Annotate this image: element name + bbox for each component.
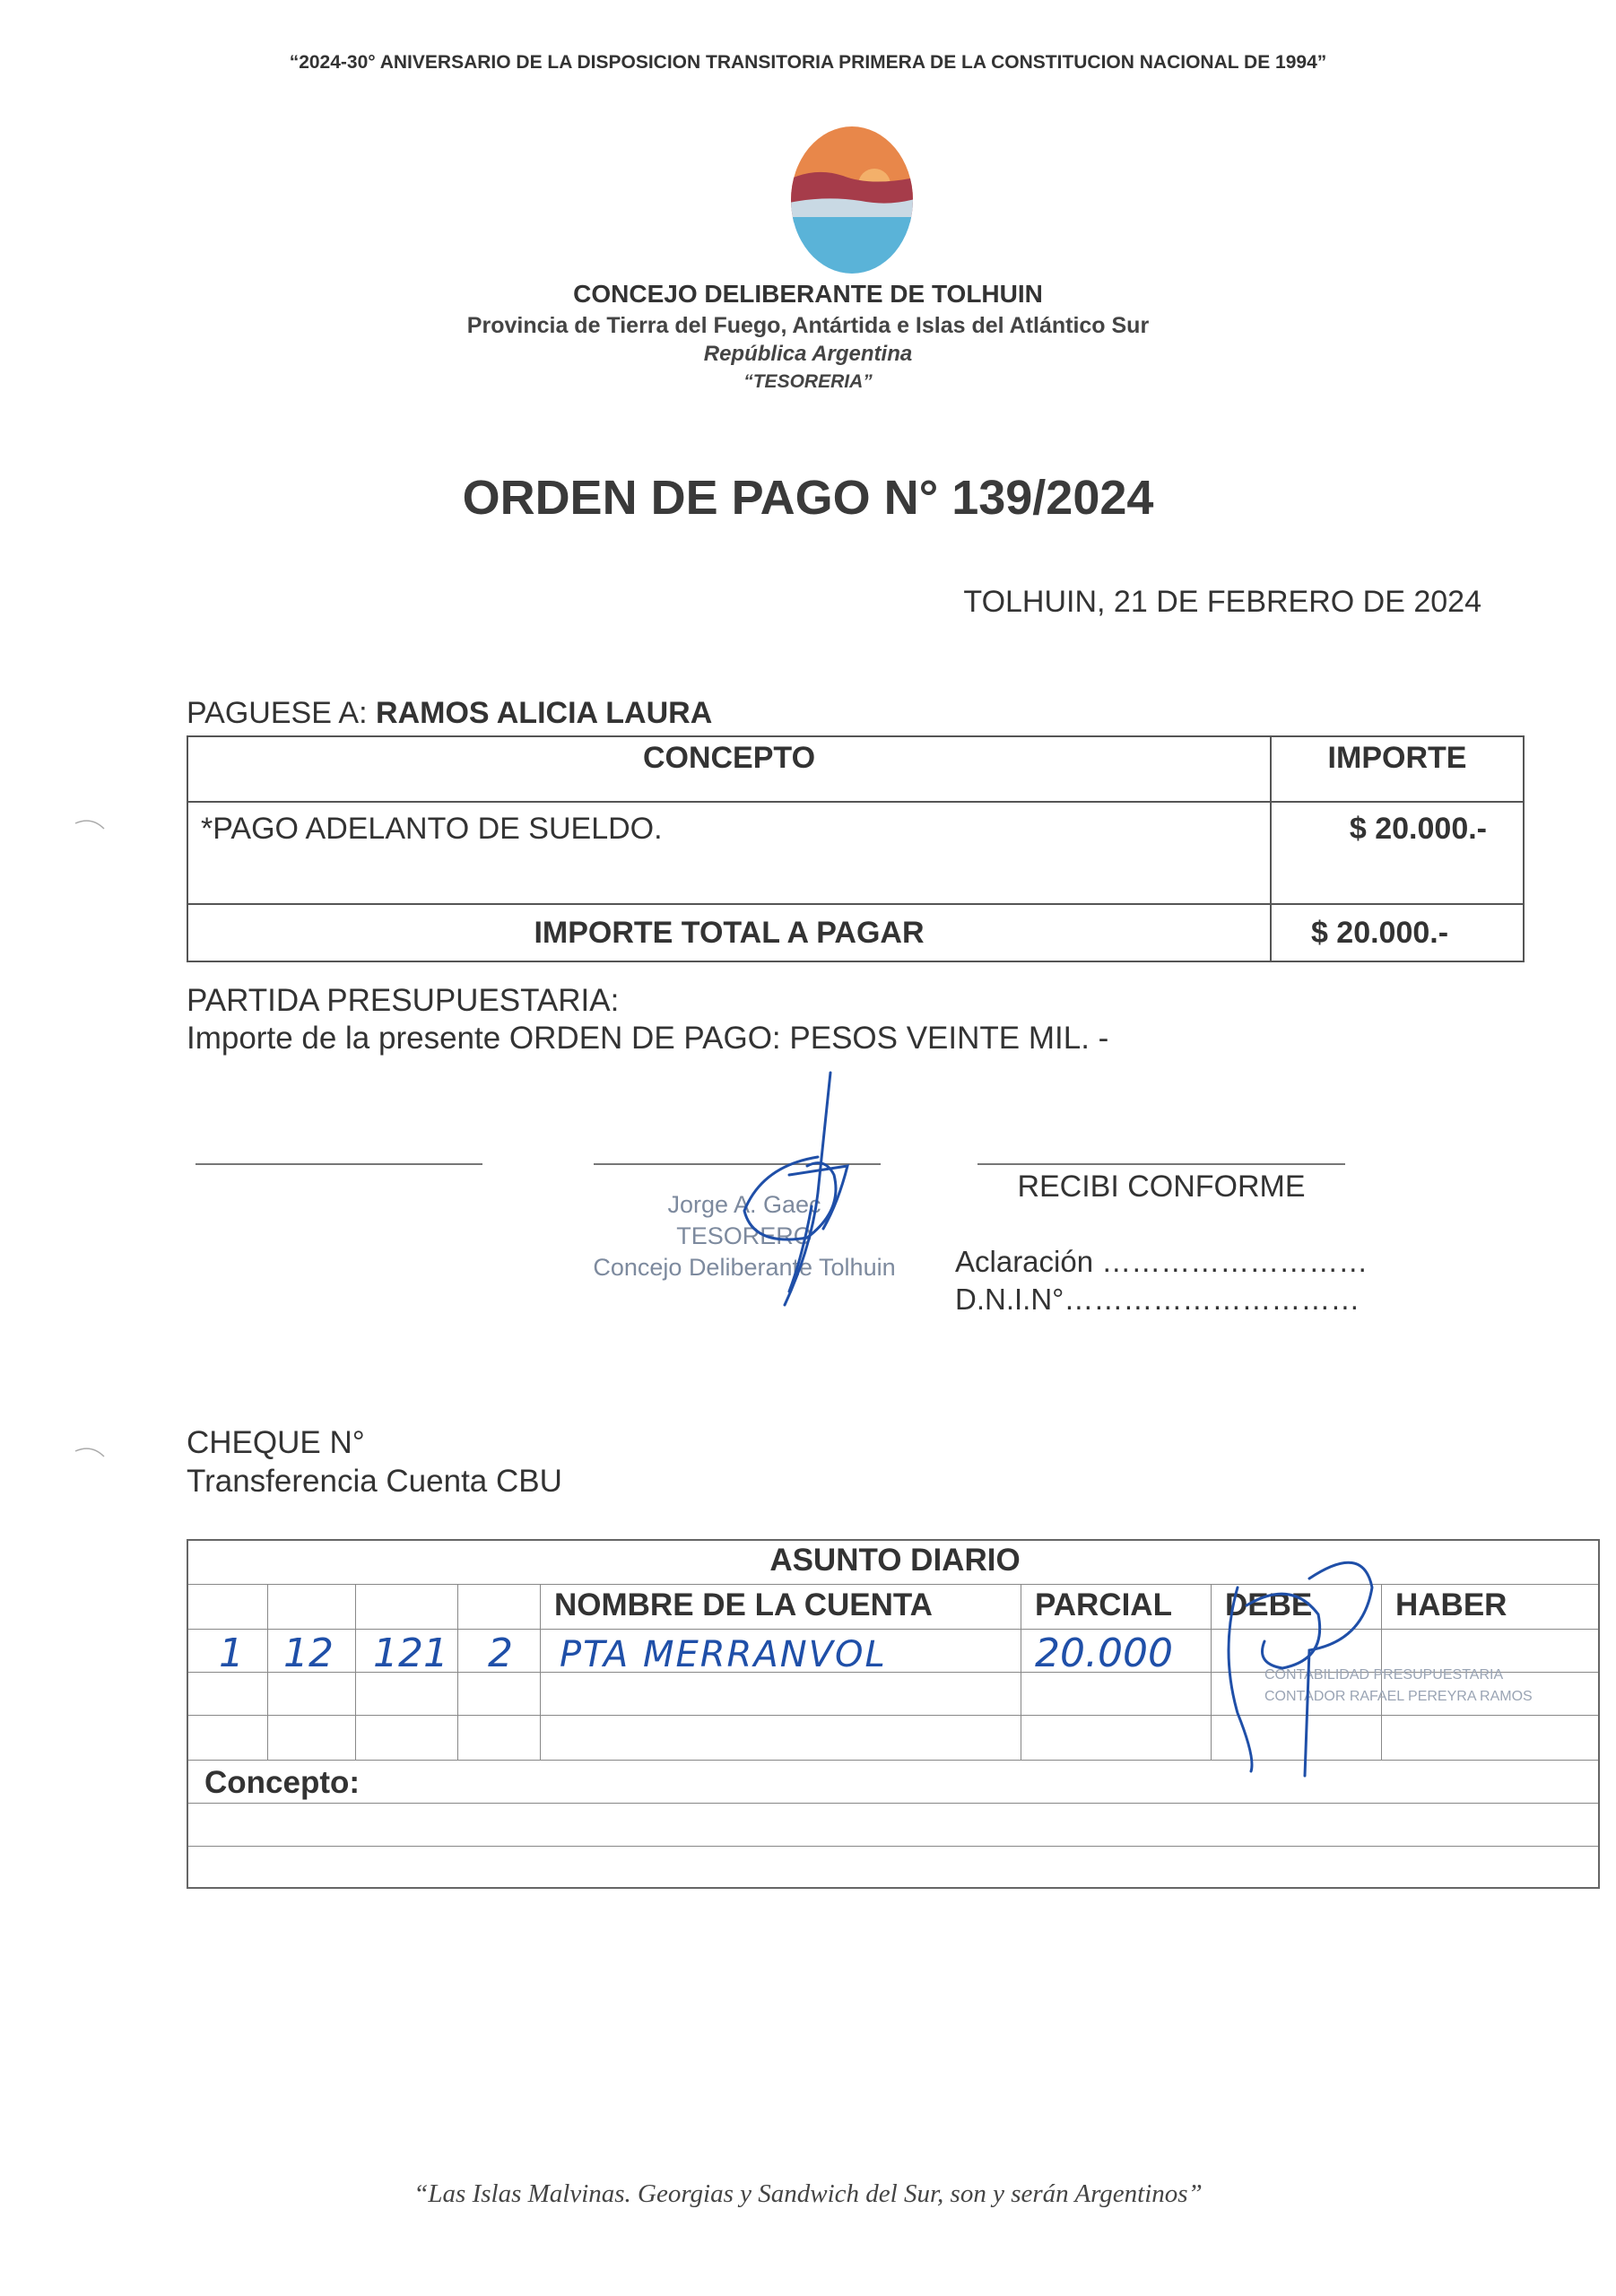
accounting-stamp xyxy=(1264,1665,1533,1708)
entry-code: 12 xyxy=(283,1631,334,1676)
row-divider xyxy=(188,1846,1598,1847)
col-divider xyxy=(267,1584,268,1760)
place-date: TOLHUIN, 21 DE FEBRERO DE 2024 xyxy=(963,585,1481,619)
entry-code: 121 xyxy=(373,1631,448,1676)
entry-partial: 20.000 xyxy=(1035,1631,1173,1676)
signature-line xyxy=(977,1163,1345,1165)
row-divider xyxy=(188,1715,1598,1716)
col-divider xyxy=(457,1584,458,1760)
footer-motto: “Las Islas Malvinas. Georgias y Sandwich del Sur, son y serán Argentinos” xyxy=(413,2179,1203,2208)
col-divider xyxy=(355,1584,356,1760)
page-title: ORDEN DE PAGO N° 139/2024 xyxy=(462,471,1154,525)
stamp-line: CONTADOR RAFAEL PEREYRA RAMOS xyxy=(1264,1689,1533,1704)
entry-code: 2 xyxy=(488,1631,513,1676)
payee-row xyxy=(187,696,712,731)
treasurer-org: Concejo Deliberante Tolhuin xyxy=(593,1254,896,1281)
row-divider xyxy=(188,1629,1598,1630)
payee-name: RAMOS ALICIA LAURA xyxy=(376,696,713,730)
partial-header: PARCIAL xyxy=(1035,1587,1172,1622)
journal-title: ASUNTO DIARIO xyxy=(769,1543,1021,1578)
row-divider xyxy=(188,1584,1598,1585)
table-row xyxy=(187,802,1524,904)
amount-cell: $ 20.000.- xyxy=(1271,802,1524,904)
entry-code: 1 xyxy=(219,1631,244,1676)
entry-account-name: PTA MERRANVOL xyxy=(560,1634,887,1675)
debit-header: DEBE xyxy=(1225,1587,1313,1622)
journal-concept-label: Concepto: xyxy=(204,1765,361,1800)
treasurer-stamp xyxy=(574,1189,915,1283)
treasurer-role: TESORERO xyxy=(676,1222,812,1249)
amount-header: IMPORTE xyxy=(1271,736,1524,802)
org-province: Provincia de Tierra del Fuego, Antártida e Islas del Atlántico Sur xyxy=(466,313,1150,338)
stamp-line: CONTABILIDAD PRESUPUESTARIA xyxy=(1264,1667,1504,1683)
org-country: República Argentina xyxy=(703,342,913,366)
clarification-field: Aclaración ……………………… xyxy=(955,1245,1368,1278)
concept-table-header xyxy=(187,736,1524,802)
account-name-header: NOMBRE DE LA CUENTA xyxy=(554,1587,933,1622)
logo xyxy=(789,124,915,276)
budget-label: PARTIDA PRESUPUESTARIA: xyxy=(187,983,620,1018)
signature-line xyxy=(594,1163,881,1165)
payee-label: PAGUESE A: xyxy=(187,696,368,730)
row-divider xyxy=(188,1760,1598,1761)
row-divider xyxy=(188,1803,1598,1804)
col-divider xyxy=(1211,1584,1212,1760)
org-name: CONCEJO DELIBERANTE DE TOLHUIN xyxy=(573,280,1043,308)
col-divider xyxy=(540,1584,541,1760)
concept-header: CONCEPTO xyxy=(187,736,1271,802)
credit-header: HABER xyxy=(1395,1587,1507,1622)
amount-in-words: Importe de la presente ORDEN DE PAGO: PESOS VEINTE MIL. - xyxy=(187,1021,1109,1056)
concept-table xyxy=(187,735,1525,962)
receipt-title: RECIBI CONFORME xyxy=(1017,1170,1306,1204)
total-amount: $ 20.000.- xyxy=(1271,904,1524,961)
scan-mark xyxy=(74,816,109,843)
cheque-label: CHEQUE N° xyxy=(187,1425,365,1460)
concept-cell: *PAGO ADELANTO DE SUELDO. xyxy=(187,802,1271,904)
scan-mark xyxy=(74,1444,109,1471)
anniversary-header: “2024-30° ANIVERSARIO DE LA DISPOSICION TRANSITORIA PRIMERA DE LA CONSTITUCION NACIONAL DE 1994” xyxy=(289,52,1327,73)
dni-field: D.N.I.N°………………………… xyxy=(955,1283,1360,1316)
total-label: IMPORTE TOTAL A PAGAR xyxy=(187,904,1271,961)
transfer-label: Transferencia Cuenta CBU xyxy=(187,1464,562,1499)
org-office: “TESORERIA” xyxy=(743,371,873,392)
journal-table xyxy=(187,1539,1600,1889)
signature-line xyxy=(195,1163,482,1165)
treasurer-name: Jorge A. Gaec xyxy=(667,1191,821,1218)
total-row xyxy=(187,904,1524,961)
